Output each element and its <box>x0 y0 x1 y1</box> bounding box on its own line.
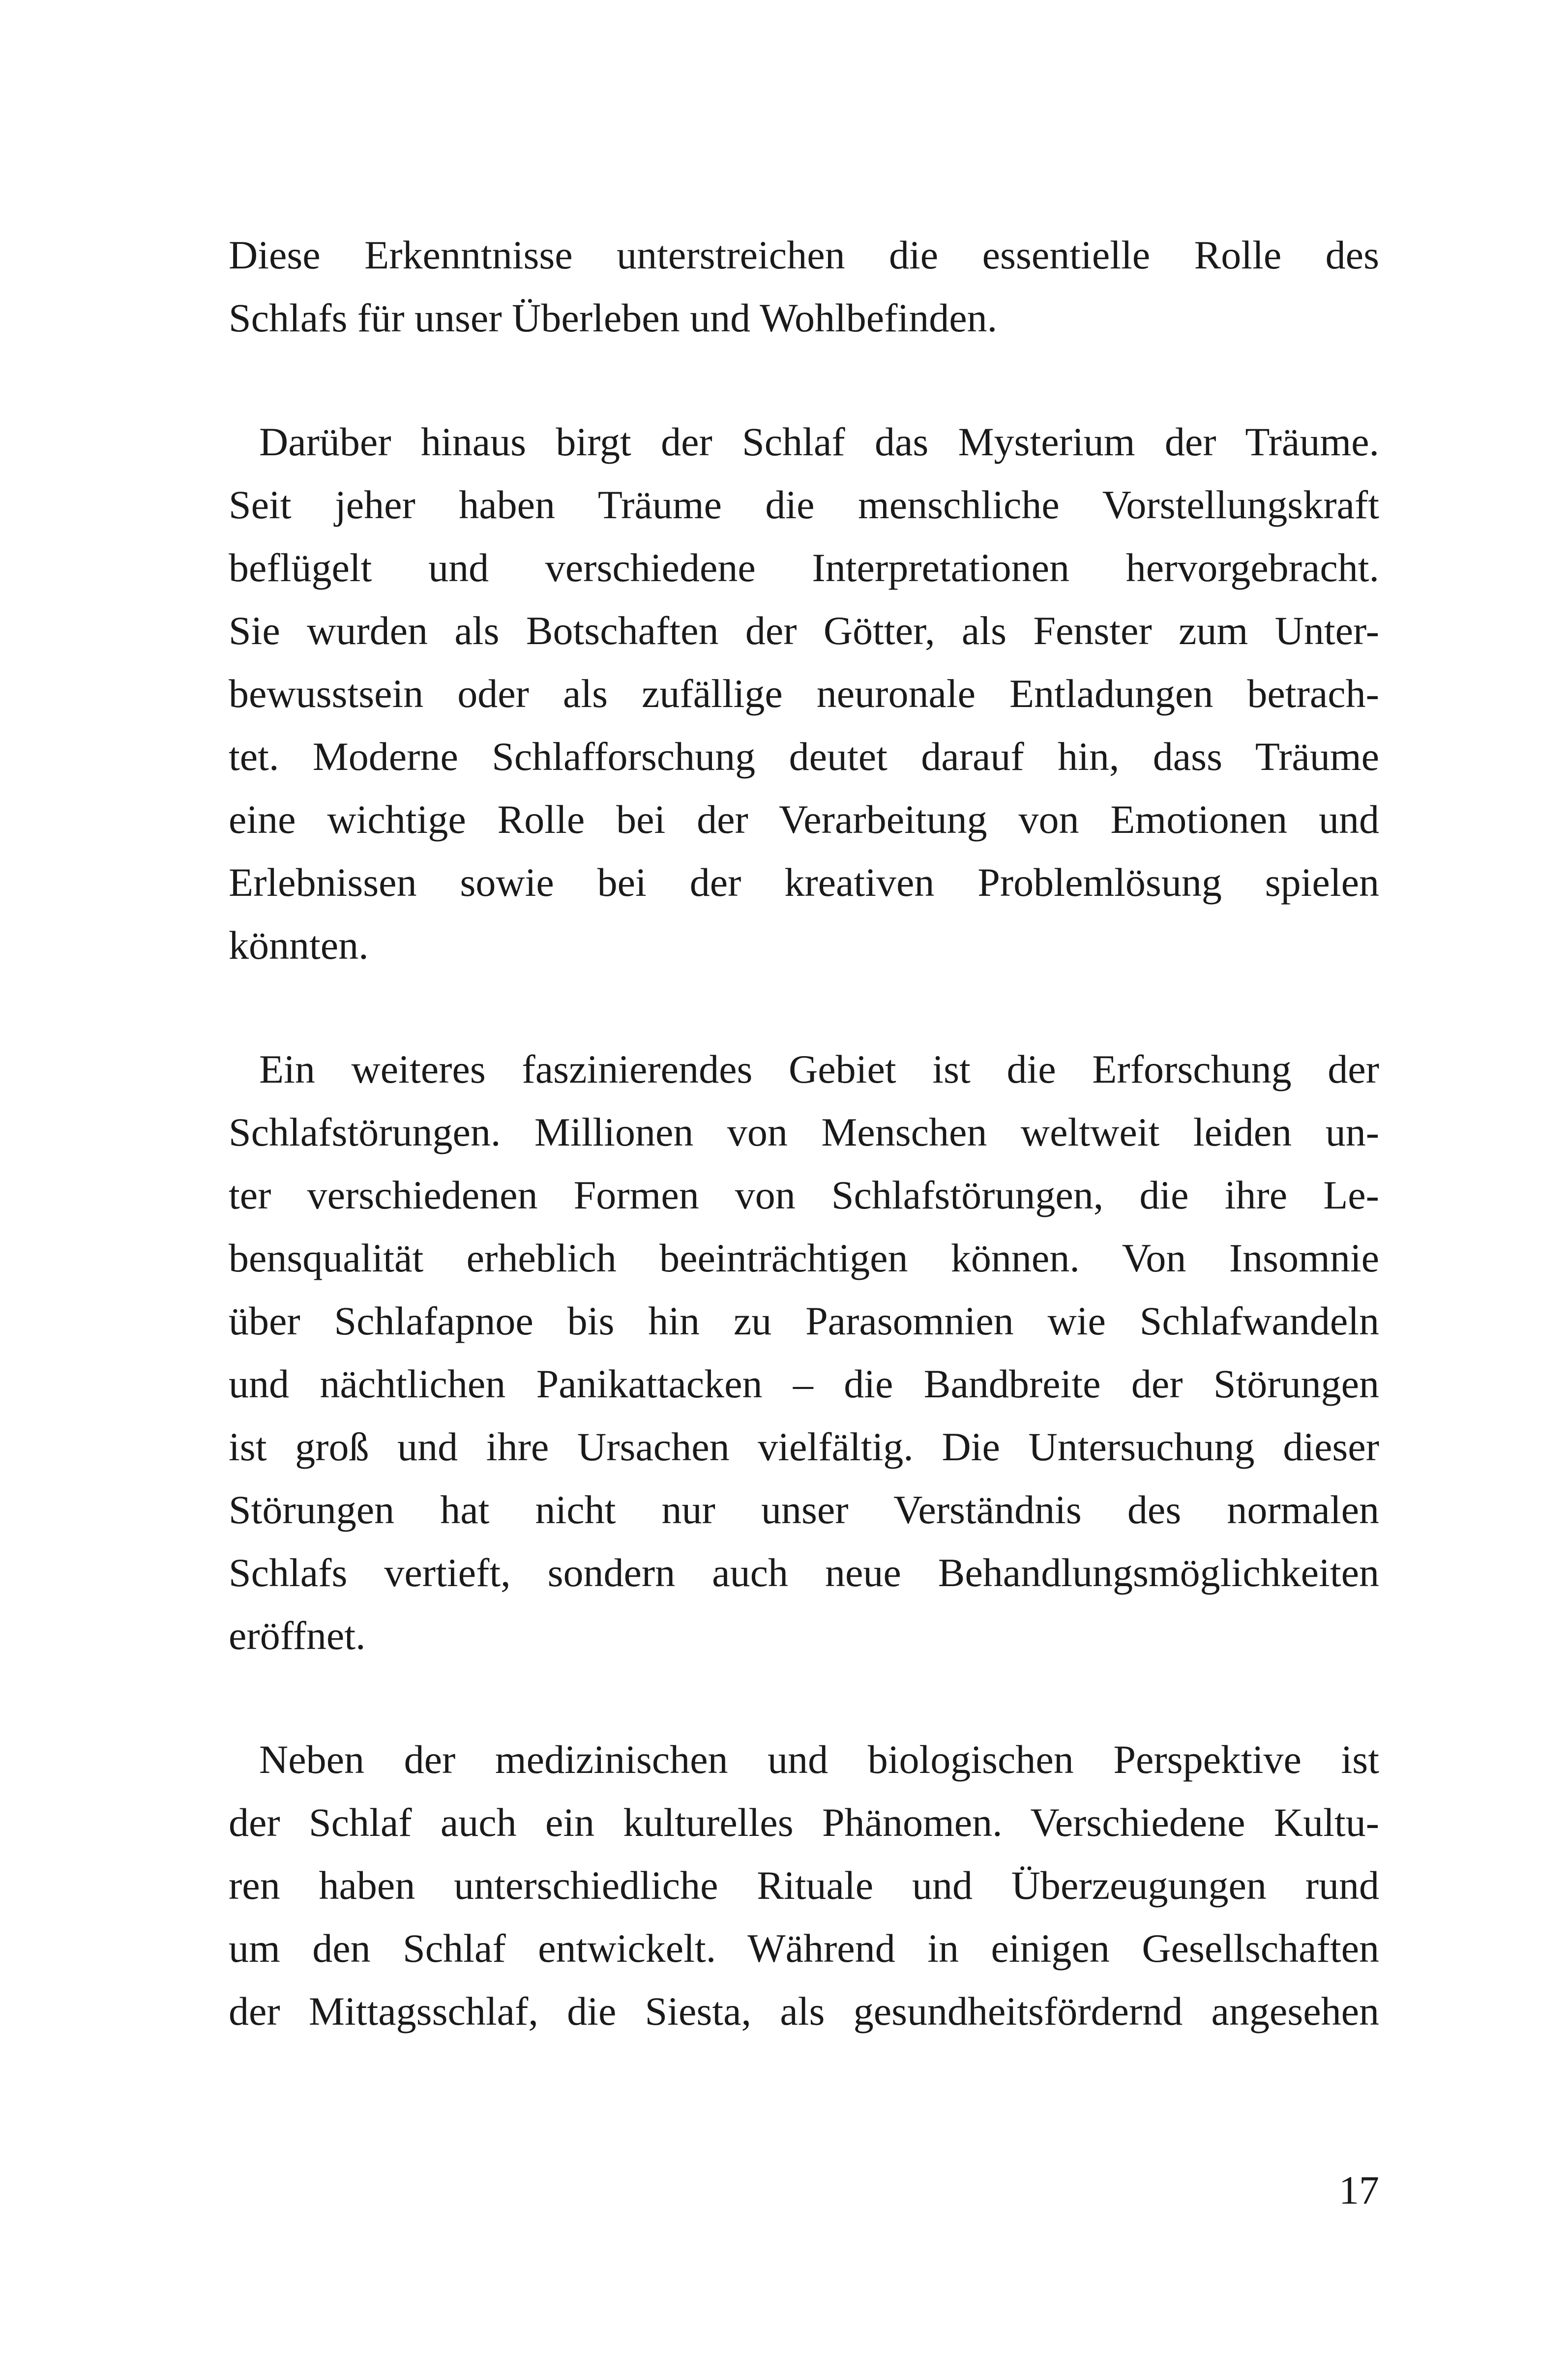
text-line: tet. Moderne Schlafforschung deutet darauf hin, dass Träume <box>229 734 1379 779</box>
text-line: bensqualität erheblich beeinträchtigen können. Von Insomnie <box>229 1236 1379 1280</box>
text-line: Sie wurden als Botschaften der Götter, als Fenster zum Unter- <box>229 608 1379 653</box>
text-line: beflügelt und verschiedene Interpretationen hervorgebracht. <box>229 545 1379 590</box>
text-line: ter verschiedenen Formen von Schlafstörungen, die ihre Le- <box>229 1173 1379 1217</box>
paragraph-gap <box>229 350 1379 411</box>
text-line: über Schlafapnoe bis hin zu Parasomnien wie Schlafwandeln <box>229 1298 1379 1343</box>
text-line: und nächtlichen Panikattacken – die Bandbreite der Störungen <box>229 1361 1379 1406</box>
text-line: Diese Erkenntnisse unterstreichen die essentielle Rolle des <box>229 233 1379 277</box>
text-line: Seit jeher haben Träume die menschliche Vorstellungskraft <box>229 482 1379 527</box>
text-line: Schlafs vertieft, sondern auch neue Behandlungsmöglichkeiten <box>229 1550 1379 1595</box>
text-line: ist groß und ihre Ursachen vielfältig. Die Untersuchung dieser <box>229 1424 1379 1469</box>
page-number: 17 <box>1339 2168 1379 2212</box>
text-line: Erlebnissen sowie bei der kreativen Problemlösung spielen <box>229 860 1379 905</box>
text-line: ren haben unterschiedliche Rituale und Überzeugungen rund <box>229 1863 1379 1908</box>
paragraph-gap <box>229 977 1379 1038</box>
paragraph-gap <box>229 1667 1379 1728</box>
paragraph <box>229 1728 1379 2043</box>
text-line: Ein weiteres faszinierendes Gebiet ist die Erforschung der <box>259 1047 1379 1092</box>
text-line: Neben der medizinischen und biologischen Perspektive ist <box>259 1737 1379 1782</box>
text-line: der Mittagsschlaf, die Siesta, als gesundheitsfördernd angesehen <box>229 1989 1379 2034</box>
paragraph <box>229 411 1379 977</box>
paragraph <box>229 224 1379 350</box>
text-line: Störungen hat nicht nur unser Verständnis des normalen <box>229 1487 1379 1532</box>
text-line: Darüber hinaus birgt der Schlaf das Mysterium der Träume. <box>259 419 1379 464</box>
text-line: bewusstsein oder als zufällige neuronale Entladungen betrach- <box>229 671 1379 716</box>
text-line: eine wichtige Rolle bei der Verarbeitung von Emotionen und <box>229 797 1379 842</box>
text-line: um den Schlaf entwickelt. Während in einigen Gesellschaften <box>229 1926 1379 1971</box>
text-line: eröffnet. <box>229 1613 366 1658</box>
text-line: könnten. <box>229 923 369 968</box>
body-text <box>229 224 1379 2043</box>
text-line: Schlafstörungen. Millionen von Menschen weltweit leiden un- <box>229 1110 1379 1154</box>
text-line: der Schlaf auch ein kulturelles Phänomen. Verschiedene Kultu- <box>229 1800 1379 1845</box>
text-line: Schlafs für unser Überleben und Wohlbefinden. <box>229 295 998 340</box>
paragraph <box>229 1038 1379 1667</box>
